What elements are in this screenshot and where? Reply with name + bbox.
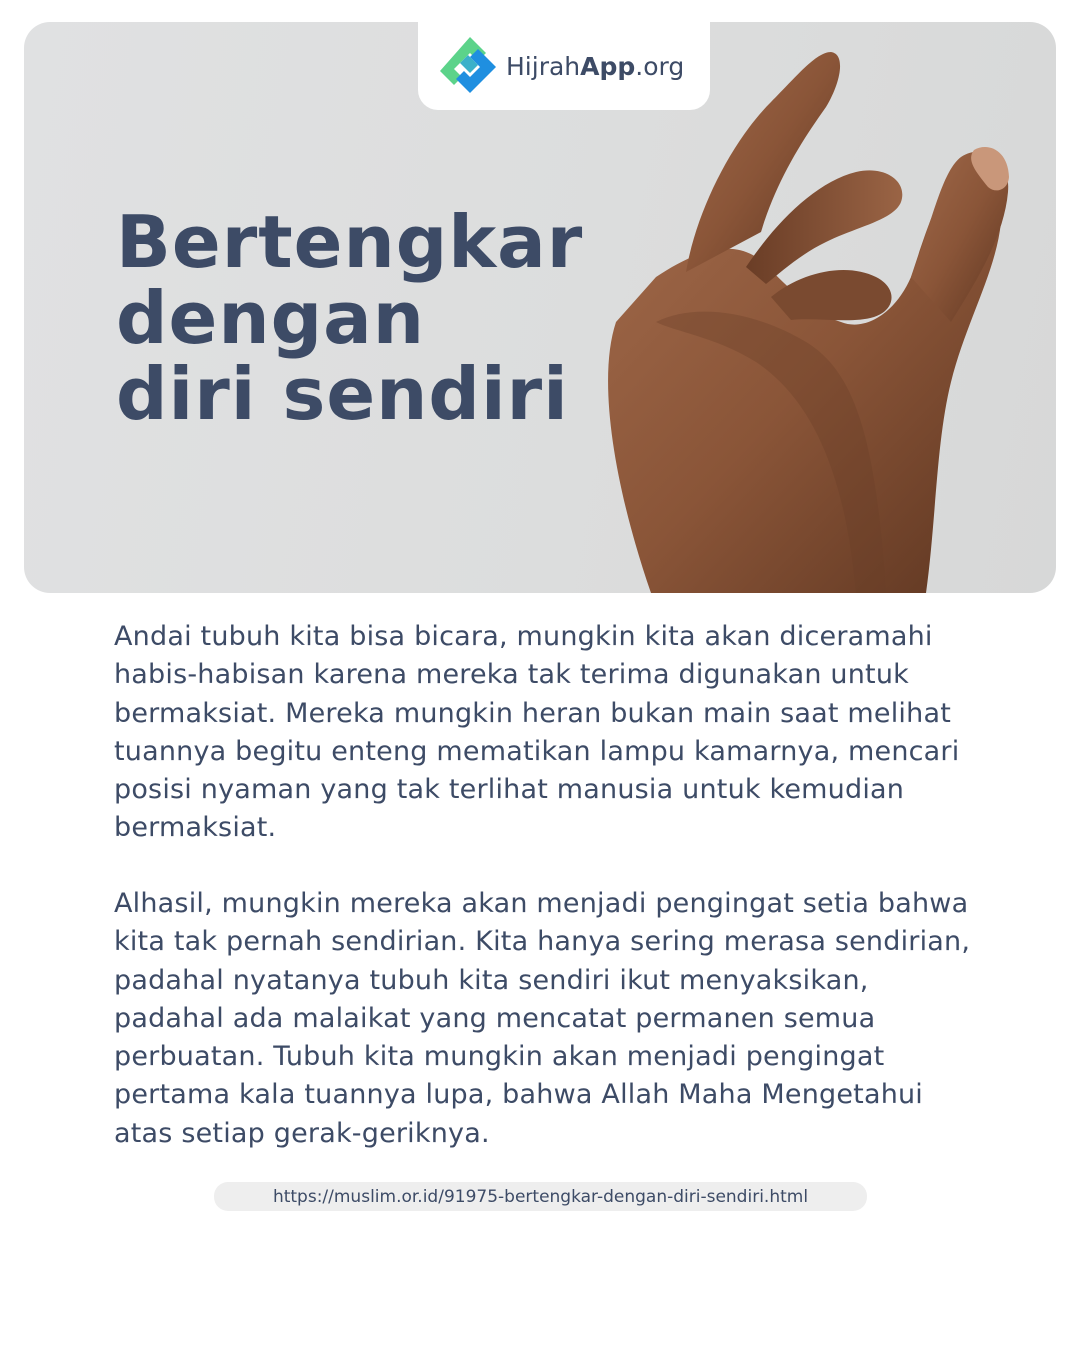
logo-text [506,52,684,81]
logo-text-suffix: .org [635,51,685,81]
hero-banner [24,22,1056,593]
hero-title: Bertengkar dengan diri sendiri [116,200,584,436]
article-paragraph-1: Andai tubuh kita bisa bicara, mungkin kita akan diceramahi habis-habisan karena mereka tak terima digunakan untuk bermaksiat. Mereka mungkin heran bukan main saat melihat tuannya begitu enteng mematikan lampu kamarnya, mencari posisi nyaman yang tak terlihat manusia untuk kemudian bermaksiat. [114,621,960,844]
logo-text-prefix: Hijrah [506,51,581,81]
logo[interactable] [418,22,710,110]
source-link[interactable]: https://muslim.or.id/91975-bertengkar-dengan-diri-sendiri.html [214,1182,867,1211]
hijrahapp-logo-icon [438,35,498,97]
article-paragraph-2: Alhasil, mungkin mereka akan menjadi pengingat setia bahwa kita tak pernah sendirian. Kita hanya sering merasa sendirian, padahal nyatanya tubuh kita sendiri ikut menyaksikan, padahal ada malaikat yang mencatat permanen semua perbuatan. Tubuh kita mungkin akan menjadi pengingat pertama kala tuannya lupa, bahwa Allah Maha Mengetahui atas setiap gerak-geriknya. [114,888,971,1149]
logo-text-bold: App [580,51,636,81]
